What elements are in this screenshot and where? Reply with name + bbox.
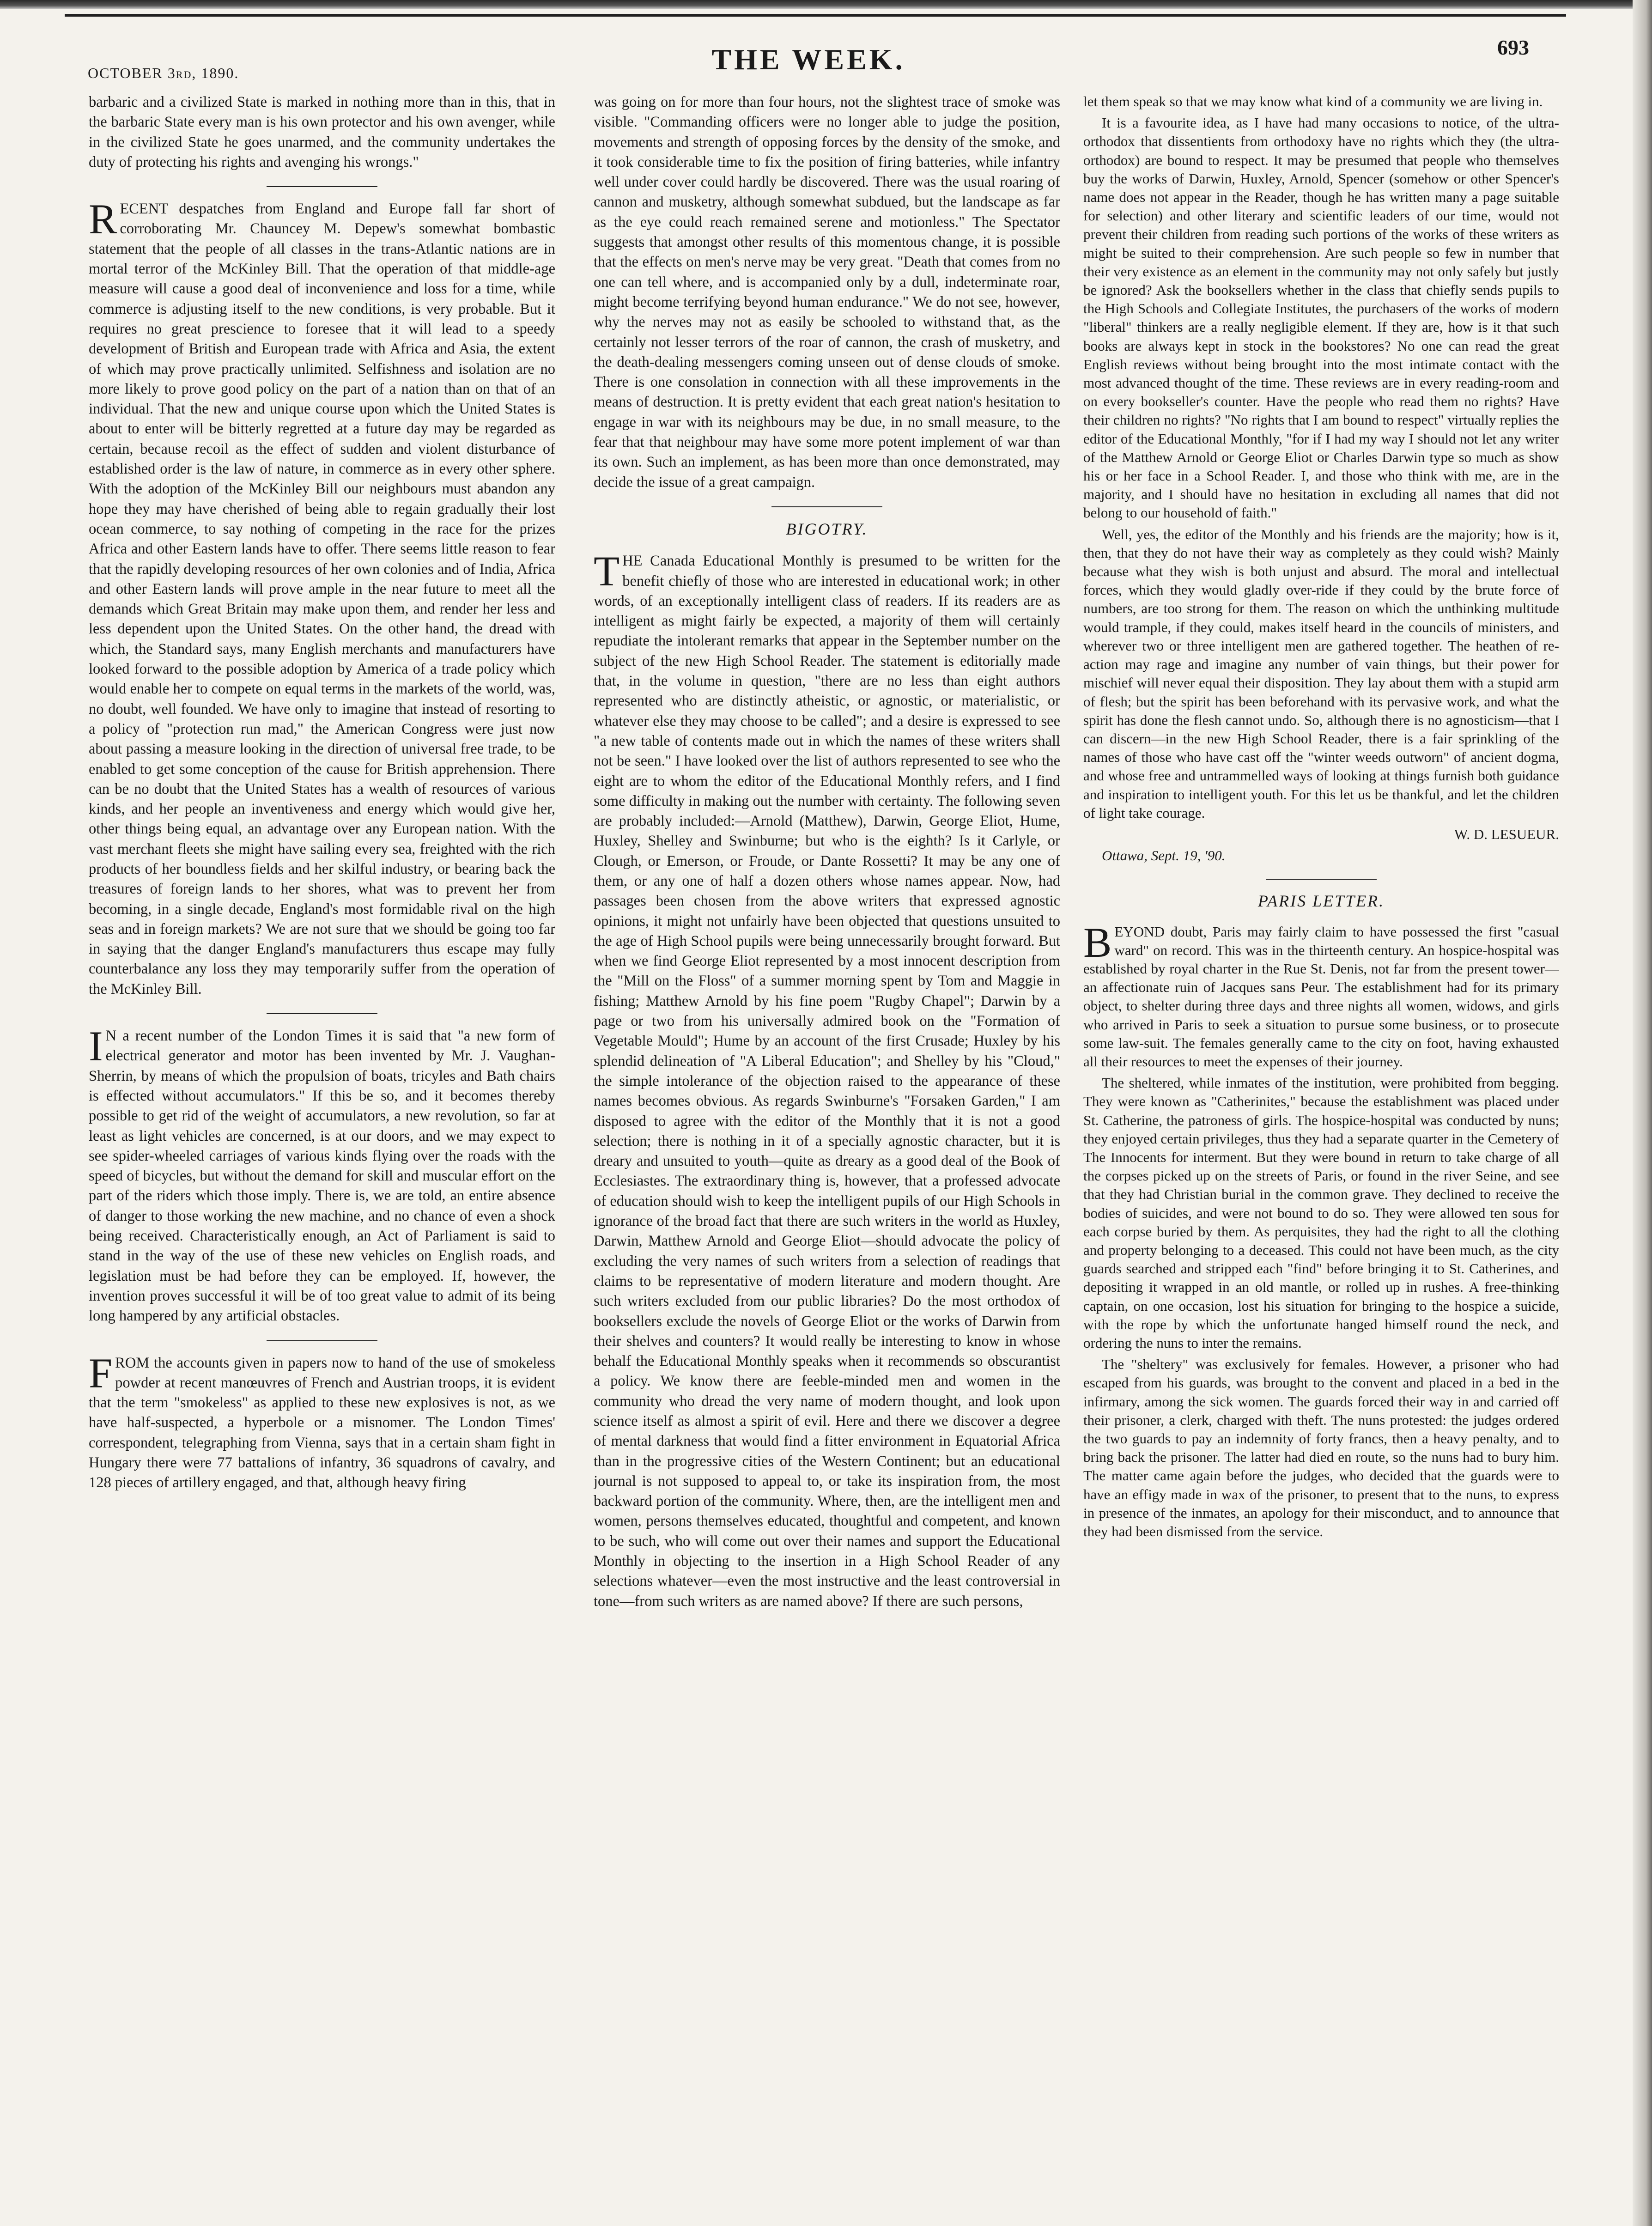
scan-right-edge bbox=[1633, 0, 1652, 2226]
scan-top-edge bbox=[0, 0, 1652, 9]
paragraph-continued: barbaric and a civilized State is marked in nothing more than in this, that in the barbaric State every man is his own protector and his own avenger, while in the civilized State he goes unarmed, and the community undertakes the duty of protecting his rights and avenging his wrongs." bbox=[89, 94, 555, 170]
page-number: 693 bbox=[1497, 36, 1529, 59]
section-divider bbox=[267, 1013, 377, 1014]
paragraph-smokeless-continued: was going on for more than four hours, not the slightest trace of smoke was visible. "Commanding officers were no longer able to judge the position, movements and strength of opposing forces by the density of the smoke, and it took considerable time to fix the position of firing batteries, while infantry well under cover could hardly be discovered. There was the usual roaring of cannon and musketry, although somewhat subdued, but the landscape as far as the eye could reach remained serene and motionless." The Spectator suggests that amongst other results of this momentous change, it is possible that the effects on men's nerve may be very great. "Death that comes from no one can tell where, and is accompanied only by a dull, indeterminate roar, might become terrifying beyond human endurance." We do not see, however, why the nerves may not as easily be schooled to withstand that, as the certainly not lesser terrors of the roar of cannon, the crash of musketry, and the death-dealing messengers coming unseen out of dense clouds of smoke. There is one consolation in connection with all these improvements in the means of destruction. It is pretty evident that each great nation's hesitation to engage in war with its neighbours may be due, in no small measure, to the fear that that neighbour may have some more potent implement of war than its own. Such an implement, as has been more than once demonstrated, may decide the issue of a great campaign. bbox=[594, 94, 1060, 491]
paragraph-majority: Well, yes, the editor of the Monthly and his friends are the majority; how is it, then, that they do not have their way as completely as they could wish? Mainly because what they wish is both unjust and absurd. The moral and intellectual forces, which they would gladly over-ride if they could by the brute force of numbers, are too strong for them. The reason on which the unthinking multitude would trample, if they could, makes itself heard in the councils of ministers, and wherever two or three intelligent men are gathered together. The heathen of re-action may rage and imagine any number of vain things, but their power for mischief will never equal their disposition. They lay about them with a stupid arm of flesh; but the spirit has been beforehand with its pervasive work, and what the spirit has done the flesh cannot undo. So, although there is no agnosticism—that I can discern—in the new High School Reader, there is a fair sprinkling of the names of those who have cast off the "winter weeds outworn" of ancient dogma, and whose free and untrammelled ways of looking at things furnish both guidance and inspiration to intelligent youth. For this let us be thankful, and let the children of light take courage. bbox=[1083, 526, 1559, 821]
publication-title: THE WEEK. bbox=[711, 43, 905, 76]
section-divider bbox=[771, 506, 882, 507]
column-right bbox=[1083, 92, 1559, 2171]
column-left bbox=[89, 92, 555, 2171]
paragraph-paris-casual-ward: BEYOND doubt, Paris may fairly claim to have possessed the first "casual ward" on record. This was in the thirteenth century. An hospice-hospital was established by royal charter in the Rue St. Denis, not far from the present tower—an affectionate ruin of Jacques sans Peur. The establishment had for its primary object, to shelter during three days and three nights all women, widows, and girls who arrived in Paris to seek a situation to pursue some business, or to prosecute some law-suit. The females generally came to the city on foot, having exhausted all their resources to meet the expenses of their journey. bbox=[1083, 918, 1559, 1070]
paragraph-smokeless-powder: FROM the accounts given in papers now to hand of the use of smokeless powder at recent manœuvres of French and Austrian troops, it is evident that the term "smokeless" as applied to these new explosives is not, as we have half-suspected, a hyperbole or a misnomer. The London Times' correspondent, telegraphing from Vienna, says that in a certain sham fight in Hungary there were 77 battalions of infantry, 36 squadrons of cavalry, and 128 pieces of artillery engaged, and that, although heavy firing bbox=[89, 1349, 555, 1491]
issue-date: OCTOBER 3rd, 1890. bbox=[88, 65, 239, 81]
article-heading-bigotry: BIGOTRY. bbox=[786, 519, 868, 538]
paragraph-electrical-generator: IN a recent number of the London Times it is said that "a new form of electrical generator and motor has been invented by Mr. J. Vaughan-Sherrin, by means of which the propulsion of boats, tricyles and Bath chairs is effected without accumulators." If this be so, and it becomes thereby possible to get rid of the weight of accumulators, a new revolution, so far at least as light vehicles are concerned, is at our doors, and we may expect to see spider-wheeled carriages of various kinds flying over the roads with the speed of bicycles, but without the demand for skill and muscular effort on the part of the riders which those imply. There is, we are told, an entire absence of danger to those working the new machine, and no chance of even a shock being received. Characteristically enough, an Act of Parliament is said to stand in the way of the use of these new vehicles on English roads, and legislation must be had before they can be employed. If, however, the invention proves successful it will be of too great value to admit of its being long hampered by any artificial obstacles. bbox=[89, 1022, 555, 1325]
paragraph-bigotry-continued: let them speak so that we may know what kind of a community we are living in. bbox=[1083, 93, 1543, 109]
paragraph-bigotry: THE Canada Educational Monthly is presumed to be written for the benefit chiefly of those who are interested in educational work; in other words, of an exceptionally intelligent class of readers. If its readers are as intelligent as might fairly be expected, a majority of them will certainly repudiate the intolerant remarks that appear in the September number on the subject of the new High School Reader. The statement is editorially made that, in the volume in question, "there are no less than eight authors represented who are distinctly atheistic, or agnostic, or materialistic, or whatever else they may choose to be called"; and a desire is expressed to see "a new table of contents made out in which the names of these writers shall not be seen." I have looked over the list of authors represented to see who the eight are to whom the editor of the Educational Monthly refers, and I find some difficulty in making out the number with certainty. The following seven are probably included:—Arnold (Matthew), Darwin, George Eliot, Hume, Huxley, Shelley and Swinburne; but who is the eighth? Is it Carlyle, or Clough, or Emerson, or Froude, or Dante Rossetti? It may be any one of them, or any one of half a dozen others whose names appear. Now, had passages been chosen from the above writers that expressed agnostic opinions, it might not unfairly have been objected that questions unsuited to the age of High School pupils were being unnecessarily brought forward. But when we find George Eliot represented by a most innocent description from the "Mill on the Floss" of a summer morning spent by Tom and Maggie in fishing; Matthew Arnold by his fine poem "Rugby Chapel"; Darwin by a page or two from his universally admired book on the "Formation of Vegetable Mould"; Hume by an account of the first Crusade; Huxley by his splendid delineation of "A Liberal Education"; and Shelley by his "Cloud," the simple intolerance of the objection raised to the appearance of these names becomes obvious. As regards Swinburne's "Forsaken Garden," I am disposed to agree with the editor of the Monthly that it is not a good selection; there is nothing in it of a specially agnostic character, but it is dreary and unsuited to youth—quite as dreary as a good deal of the Book of Ecclesiastes. The extraordinary thing is, however, that a professed advocate of education should wish to keep the intelligent pupils of our High Schools in ignorance of the broad fact that there are such writers in the world as Huxley, Darwin, Matthew Arnold and George Eliot—should advocate the policy of excluding the very names of such writers from a selection of readings that claims to be representative of modern literature and modern thought. Are such writers excluded from our public libraries? Do the most orthodox of booksellers exclude the novels of George Eliot or the works of Darwin from their shelves and counters? It would really be interesting to know in whose behalf the Educational Monthly speaks when it recommends so obscurantist a policy. We know there are feeble-minded men and women in the community who dread the very name of modern thought, and look upon science itself as almost a spirit of evil. Here and there we discover a degree of mental darkness that would find a fitter environment in Equatorial Africa than in the progressive cities of the Western Continent; but an educational journal is not supposed to appeal to, or take its inspiration from, the most backward portion of the community. Where, then, are the intelligent men and women, persons themselves educated, thoughtful and competent, and known to be such, who will come out over their names and support the Educational Monthly in objecting to the insertion in a High School Reader of any selections whatever—even the most instructive and the least controversial in tone—from such writers as are named above? If there are such persons, bbox=[594, 547, 1060, 1610]
paragraph-catherinites: The sheltered, while inmates of the institution, were prohibited from begging. They were known as "Catherinites," because the establishment was placed under St. Catherine, the patroness of girls. The hospice-hospital was conducted by nuns; they enjoyed certain privileges, thus they had a separate quarter in the Cemetery of The Innocents for interment. But they were bound in return to take charge of all the corpses picked up on the streets of Paris, or found in the river Seine, and see that they had Christian burial in the common grave. They declined to receive the bodies of suicides, and were not bound to do so. They were allowed ten sous for each corpse buried by them. As perquisites, they had the right to all the clothing and property belonging to a deceased. This could not have been much, as the city guards searched and stripped each "find" before bringing it to St. Catherines, and depositing it wrapped in an old mantle, or rolled up in rushes. A free-thinking captain, on one occasion, lost his situation for bringing to the hospice a suicide, with the rope by which the unfortunate hanged himself round the neck, and ordering the nuns to inter the remains. bbox=[1083, 1075, 1559, 1351]
author-signature: W. D. LESUEUR. bbox=[1454, 826, 1559, 842]
article-heading-paris-letter: PARIS LETTER. bbox=[1257, 892, 1385, 911]
paragraph-sheltery: The "sheltery" was exclusively for females. However, a prisoner who had escaped from his guards, was brought to the convent and placed in a bed in the infirmary, among the sick women. The guards forced their way in and carried off their prisoner, a clerk, charged with theft. The nuns protested: the judges ordered the two guards to pay an indemnity of forty francs, then a heavy penalty, and to bring back the prisoner. The latter had died en route, so the nuns had to bury him. The matter came again before the judges, who decided that the guards were to have an effigy made in wax of the prisoner, to present that to the nuns, to express in presence of the inmates, an apology for their misconduct, and to announce that they had been dismissed from the service. bbox=[1083, 1356, 1559, 1540]
paragraph-mckinley-bill: RECENT despatches from England and Europe fall far short of corroborating Mr. Chauncey M. Depew's somewhat bombastic statement that the people of all classes in the trans-Atlantic nations are in mortal terror of the McKinley Bill. That the operation of that middle-age measure will cause a good deal of inconvenience and loss for a time, while commerce is adjusting itself to the new conditions, is very probable. But it requires no great prescience to foresee that it will lead to a speedy development of British and European trade with Africa and Asia, the extent of which may prove practically unlimited. Selfishness and isolation are no more likely to prove good policy on the part of a nation than on that of an individual. That the new and unique course upon which the United States is about to enter will be bitterly regretted at a future day may be regarded as certain, because recoil as the effect of sudden and violent disturbance of established order is the law of nature, in commerce as in every other sphere. With the adoption of the McKinley Bill our neighbours must abandon any hope they may have cherished of being able to regain gradually their lost ocean commerce, to say nothing of competing in the race for the prizes Africa and other Eastern lands have to offer. There seems little reason to fear that the rapidly developing resources of her own colonies and of India, Africa and other Eastern lands will prove ample in the near future to meet all the demands which Great Britain may make upon them, and render her less and less dependent upon the United States. On the other hand, the dread with which, the Standard says, many English merchants and manufacturers have looked forward to the possible adoption by America of a trade policy which would enable her to compete on equal terms in the markets of the world, was, no doubt, well founded. We have only to imagine that instead of resorting to a policy of "protection run mad," the American Congress were just now about passing a measure looking in the direction of universal free trade, to be enabled to get some conception of the cause for British apprehension. There can be no doubt that the United States has a wealth of resources of various kinds, and her people an inventiveness and energy which would give her, other things being equal, an advantage over any European nation. With the vast merchant fleets she might have sailing every sea, freighted with the rich products of her boundless fields and her skilful industry, or bearing back the treasures of foreign lands to her shores, what was to prevent her from becoming, in a single decade, England's most formidable rival on the high seas and in foreign markets? We are not sure that we should be going too far in saying that the danger England's manufacturers thus escape may fully counterbalance any loss they may temporarily suffer from the operation of the McKinley Bill. bbox=[89, 195, 555, 997]
header-rule bbox=[65, 14, 1566, 17]
column-middle bbox=[594, 92, 1060, 2171]
paragraph-ultra-orthodox: It is a favourite idea, as I have had many occasions to notice, of the ultra-orthodox that dissentients from orthodoxy have no rights which they (the ultra-orthodox) are bound to respect. It may be presumed that people who themselves buy the works of Darwin, Huxley, Arnold, Spencer (somehow or other Spencer's name does not appear in the Reader, though he has written many a page suitable for selection) and other literary and scientific leaders of our time, would not prevent their children from reading such portions of the works of these writers as might be suited to their comprehension. Are such people so few in number that their very existence as an element in the community may not only safely but justly be ignored? Ask the booksellers whether in the class that chiefly sends pupils to the High Schools and Collegiate Institutes, the purchasers of the works of modern "liberal" thinkers are a really negligible element. If they are, how is it that such books are always kept in stock in the bookstores? No one can read the great English reviews without being brought into the most intimate contact with the most advanced thought of the time. These reviews are in every reading-room and on every bookseller's counter. Have the people who read them no rights? Have their children no rights? "No rights that I am bound to respect" virtually replies the editor of the Educational Monthly, "for if I had my way I should not let any writer of the Matthew Arnold or George Eliot or Charles Darwin type so much as show his or her face in a School Reader. I, and those who think with me, are in the majority, and I should have no hesitation in excluding all names that did not belong to our household of faith." bbox=[1083, 115, 1559, 521]
masthead bbox=[88, 23, 1529, 81]
dateline: Ottawa, Sept. 19, '90. bbox=[1102, 847, 1226, 864]
section-divider bbox=[267, 186, 377, 187]
section-divider bbox=[1266, 879, 1377, 880]
section-divider bbox=[267, 1340, 377, 1341]
